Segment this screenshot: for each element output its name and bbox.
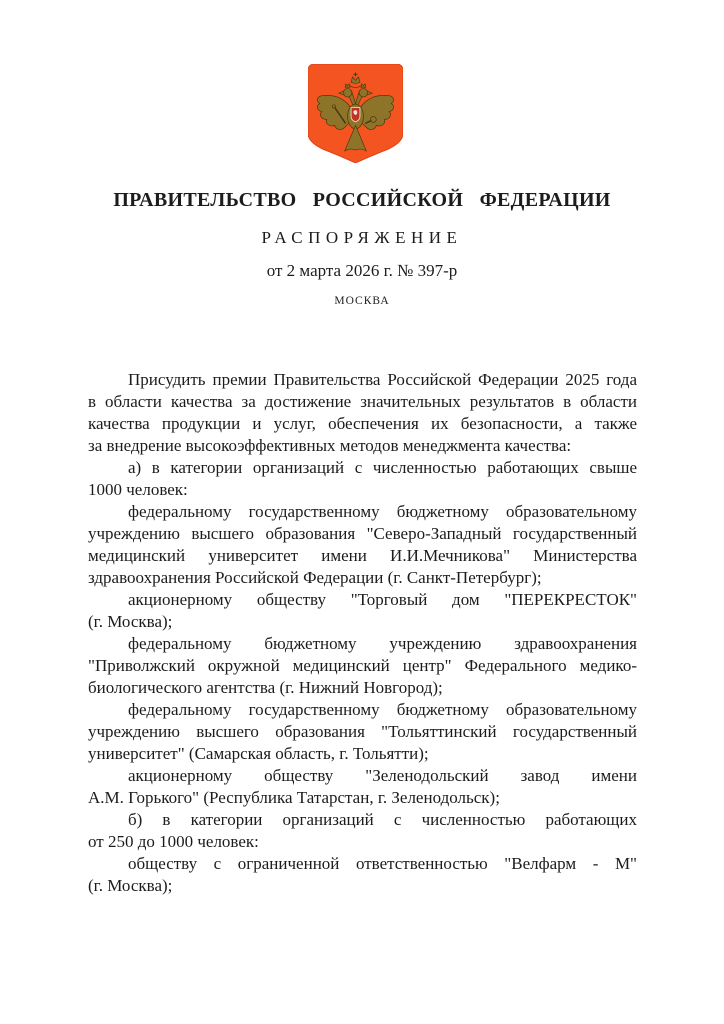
text-line: здравоохранения Российской Федерации (г. Санкт-Петербург); [88, 568, 542, 587]
text-line: (г. Москва); [88, 612, 173, 631]
russian-coat-of-arms-icon [308, 64, 403, 163]
city-label: МОСКВА [334, 295, 390, 307]
authority-title: ПРАВИТЕЛЬСТВО РОССИЙСКОЙ ФЕДЕРАЦИИ [113, 189, 611, 211]
document-type-heading: РАСПОРЯЖЕНИЕ [261, 228, 463, 247]
text-line: за внедрение высокоэффективных методов менеджмента качества: [88, 436, 572, 455]
coat-of-arms-svg [308, 64, 403, 163]
text-line: учреждению высшего образования "Тольяттинский государственный [88, 722, 637, 741]
text-line: б) в категории организаций с численностью работающих [128, 810, 637, 829]
paragraph [88, 457, 637, 501]
text-line: учреждению высшего образования "Северо-Западный государственный [88, 524, 637, 543]
text-line: федеральному государственному бюджетному образовательному [128, 502, 637, 521]
text-line: от 250 до 1000 человек: [88, 832, 259, 851]
paragraph [88, 633, 637, 699]
text-line: университет" (Самарская область, г. Тольятти); [88, 744, 429, 763]
text-line: качества продукции и услуг, обеспечения их безопасности, а также [88, 414, 637, 433]
paragraph [88, 853, 637, 897]
text-line: медицинский университет имени И.И.Мечникова" Министерства [88, 546, 637, 565]
text-line: (г. Москва); [88, 876, 173, 895]
text-line: биологического агентства (г. Нижний Новгород); [88, 678, 443, 697]
text-line: обществу с ограниченной ответственностью "Велфарм - М" [128, 854, 637, 873]
paragraph [88, 369, 637, 457]
date-and-number-line: от 2 марта 2026 г. № 397-р [266, 261, 458, 280]
text-line: федеральному бюджетному учреждению здравоохранения [128, 634, 637, 653]
text-line: в области качества за достижение значительных результатов в области [88, 392, 637, 411]
paragraph [88, 589, 637, 633]
document-body [88, 369, 637, 897]
text-line: акционерному обществу "Зеленодольский завод имени [128, 766, 637, 785]
paragraph [88, 765, 637, 809]
text-line: акционерному обществу "Торговый дом "ПЕРЕКРЕСТОК" [128, 590, 637, 609]
text-line: а) в категории организаций с численностью работающих свыше [128, 458, 637, 477]
text-line: "Приволжский окружной медицинский центр" Федерального медико- [88, 656, 637, 675]
text-line: А.М. Горького" (Республика Татарстан, г. Зеленодольск); [88, 788, 500, 807]
text-line: 1000 человек: [88, 480, 188, 499]
text-line: Присудить премии Правительства Российской Федерации 2025 года [128, 370, 637, 389]
text-line: федеральному государственному бюджетному образовательному [128, 700, 637, 719]
paragraph [88, 501, 637, 589]
paragraph [88, 699, 637, 765]
paragraph [88, 809, 637, 853]
